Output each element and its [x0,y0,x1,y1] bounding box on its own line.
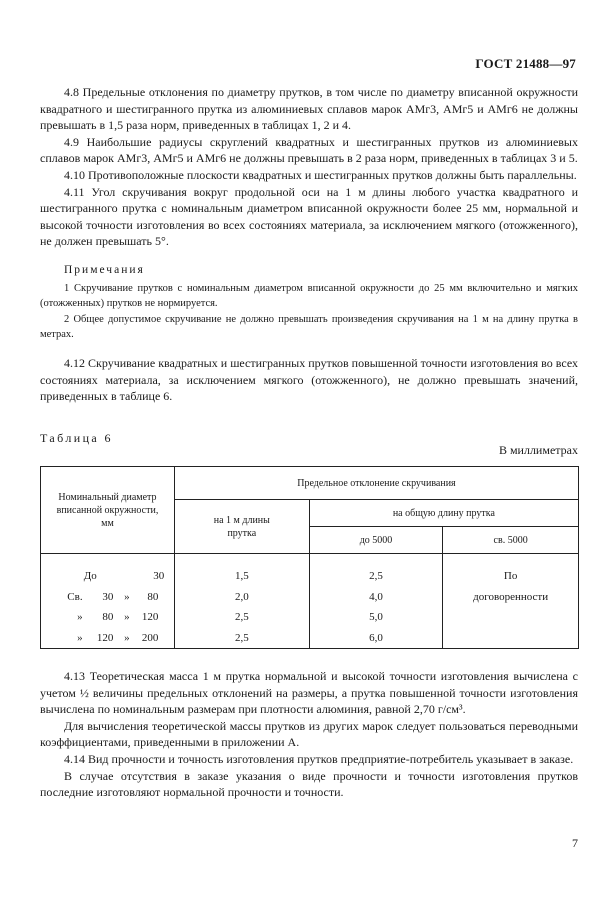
range-prefix: » [77,611,83,623]
paragraph-4-14: 4.14 Вид прочности и точность изготовления прутков предприятие-потребитель указывает в заказе. [64,751,574,766]
ditto-mark: » [124,611,130,623]
page-number: 7 [572,836,578,850]
per-meter-column [174,554,309,649]
page-header: ГОСТ 21488—97 [475,56,576,71]
table-unit: В миллиметрах [498,443,578,457]
diameter-row-4 [41,628,174,649]
total-value: 4,0 [369,590,383,603]
notes-title: Примечания [64,263,145,276]
col-header-per-meter: на 1 м длины прутка [174,500,309,554]
col-header-diameter: Номинальный диаметр вписанной окружности, мм [41,467,175,554]
note-2: 2 Общее допустимое скручивание не должно превышать произведения скручивания на 1 м на длину прутка в метрах. [40,313,578,341]
range-prefix: До [83,570,97,582]
note-1: 1 Скручивание прутков с номинальным диаметром вписанной окружности до 25 мм включительно и мягких (отожженных) прутков не нормируется. [40,282,578,310]
range-from: 120 [96,631,114,644]
col-header-total-length: на общую длину прутка [309,500,578,527]
diameter-row-1 [41,566,174,587]
diameter-row-3 [41,607,174,628]
paragraph-4-13: 4.13 Теоретическая масса 1 м прутка нормальной и высокой точности изготовления вычислена с учетом ½ величины предельных отклонений на размеры, а прутка повышенной точности изготовления вычислена по номинальным размерам при плотности алюминия, равной 2,70 г/см³. [40,669,578,717]
paragraph-4-10: 4.10 Противоположные плоскости квадратных и шестигранных прутков должны быть параллельны. [64,167,577,182]
body-text-bottom [40,668,578,801]
ditto-mark: » [124,590,130,603]
range-to: 120 [141,611,159,623]
paragraph-4-11: 4.11 Угол скручивания вокруг продольной оси на 1 м длины любого участка квадратного и шестигранного прутка с номинальным диаметром вписанной окружности более 25 мм, нормальной и высокой точности изготовления во всех состояниях материала, за исключением мягкого (отожженного), не должен превышать 5°. [40,184,578,249]
per-meter-value: 2,0 [234,590,249,603]
paragraph-conversion: Для вычисления теоретической массы прутков из других марок следует пользоваться переводными коэффициентами, приведенными в приложении А. [40,718,578,750]
range-prefix: Св. [67,590,83,603]
over-value-line-1: По [503,570,518,582]
range-from: 30 [102,590,114,603]
col-header-over-5000: св. 5000 [443,527,579,554]
col-header-up-to-5000: до 5000 [309,527,443,554]
table-caption-row [40,431,578,457]
diameter-row-2 [41,587,174,608]
range-to: 80 [147,590,159,603]
table-6 [40,466,579,649]
range-to: 30 [153,570,165,582]
per-meter-value: 1,5 [234,570,249,582]
col-header-twist: Предельное отклонение скручивания [174,467,578,500]
paragraph-4-8: 4.8 Предельные отклонения по диаметру прутков, в том числе по диаметру вписанной окружности квадратного и шестигранного прутка из алюминиевых сплавов марок АМг3, АМг5 и АМг6 не должны превышать в 1,5 раза норм, приведенных в таблицах 1, 2 и 4. [40,85,578,133]
total-value: 5,0 [369,611,383,623]
paragraph-4-12: 4.12 Скручивание квадратных и шестигранных прутков повышенной точности изготовления во всех состояниях материала, за исключением мягкого (отожженного), не должно превышать значений, приведенных в таблице 6. [40,355,578,404]
per-meter-value: 2,5 [234,631,249,644]
total-value: 6,0 [369,631,383,644]
range-prefix: » [77,631,83,644]
diameter-column [41,554,175,649]
ditto-mark: » [124,631,130,644]
per-meter-value: 2,5 [234,611,249,623]
up-to-5000-column [309,554,443,649]
total-value: 2,5 [369,570,383,582]
range-from: 80 [102,611,114,623]
over-5000-column [443,554,579,649]
paragraph-absence: В случае отсутствия в заказе указания о виде прочности и точности изготовления прутков последние изготовляют нормальной прочности и точности. [40,768,578,800]
paragraph-4-9: 4.9 Наибольшие радиусы скруглений квадратных и шестигранных прутков из алюминиевых сплавов марок АМг3, АМг5 и АМг6 не должны превышать в 2 раза норм, приведенных в таблицах 3 и 5. [40,134,578,166]
range-to: 200 [141,631,159,644]
over-value-line-2: договоренности [473,590,549,603]
body-text-top [40,84,578,405]
table-caption: Таблица 6 [40,431,113,445]
